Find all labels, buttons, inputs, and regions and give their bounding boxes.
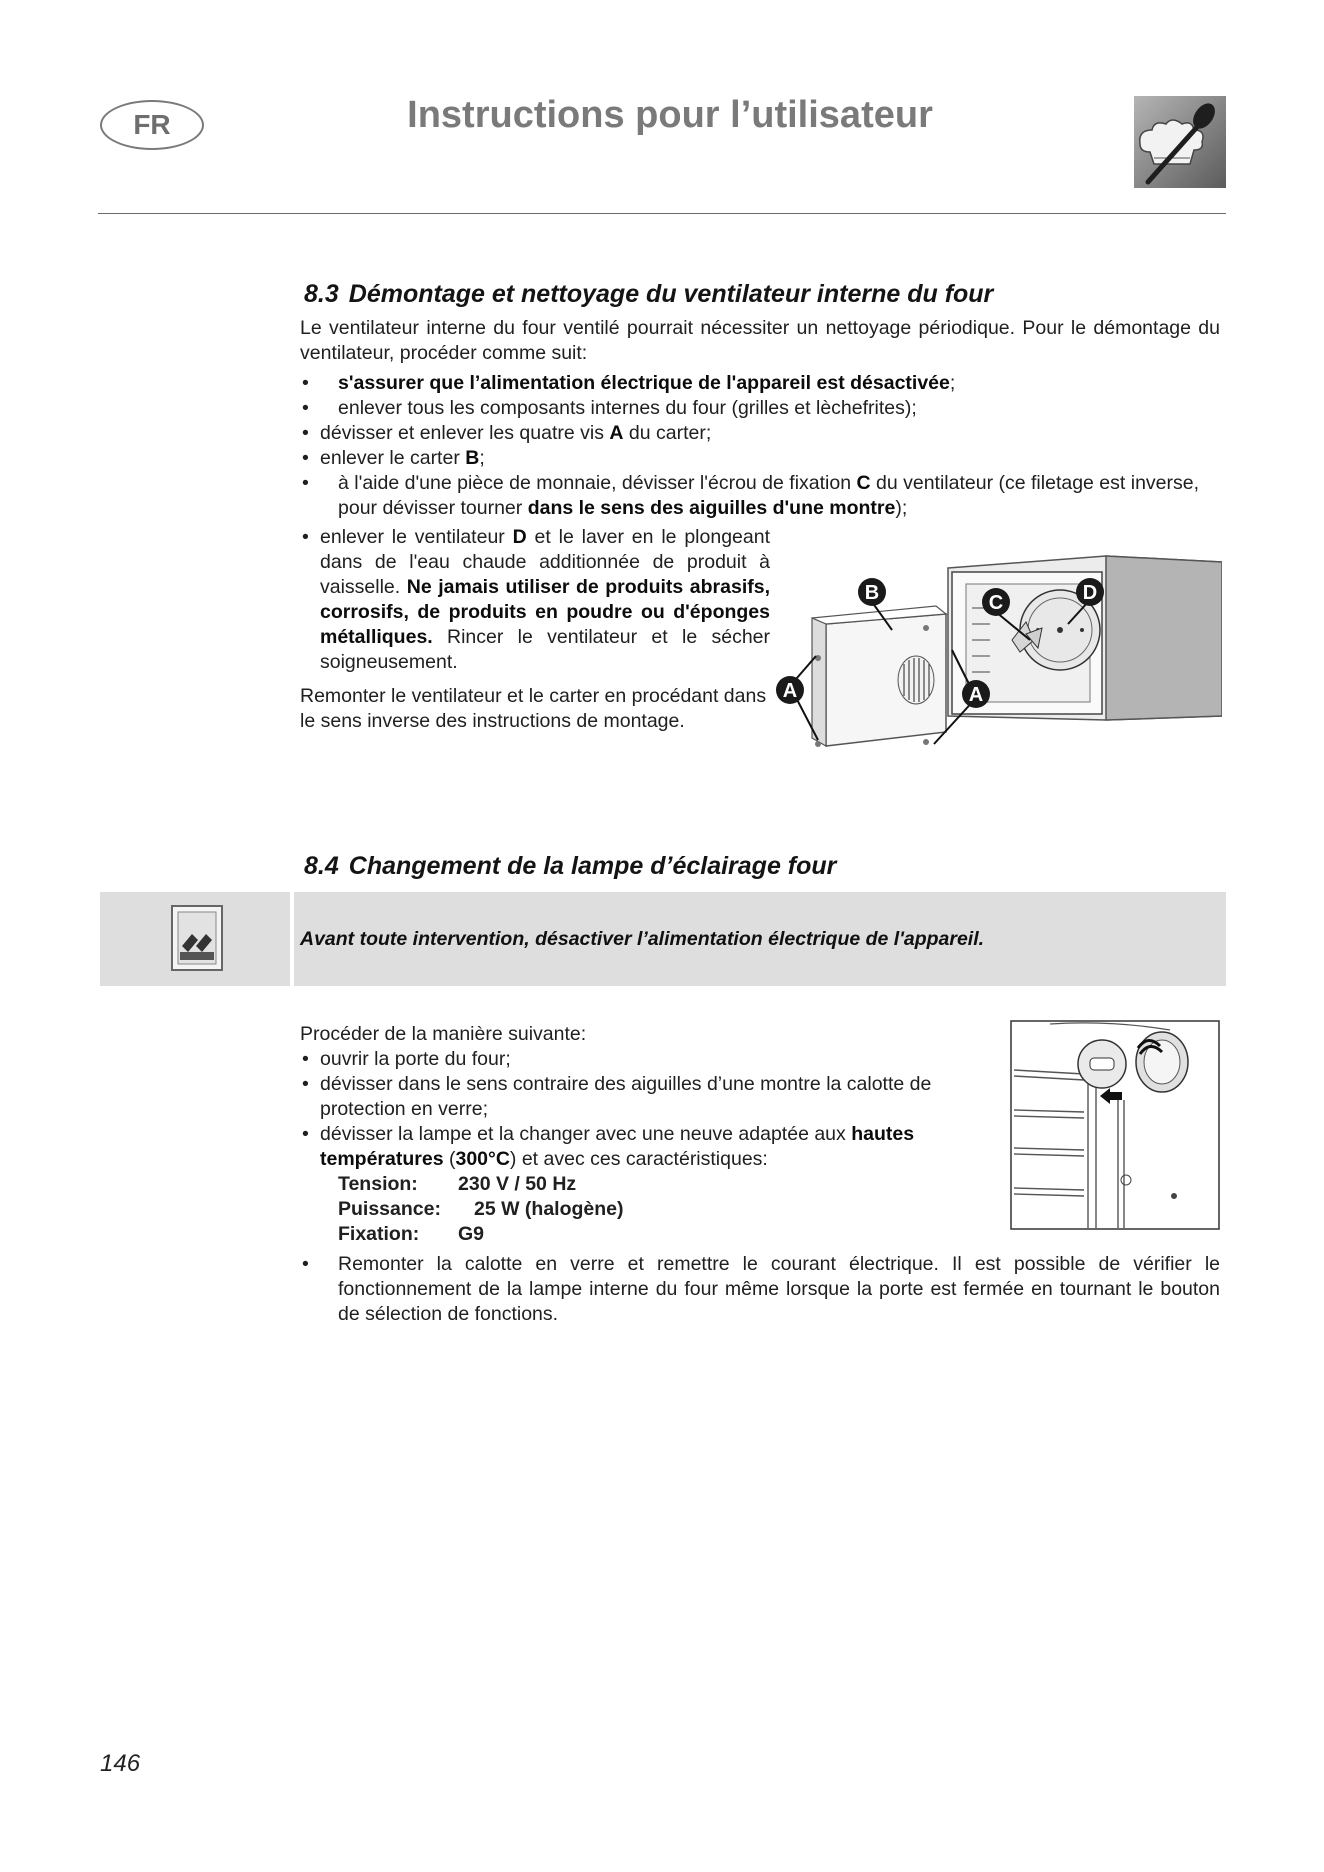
- warning-text: Avant toute intervention, désactiver l’alimentation électrique de l'appareil.: [300, 927, 985, 950]
- section-intro: Le ventilateur interne du four ventilé pourrait nécessiter un nettoyage périodique. Pour le démontage du ventilateur, procéder comme suit:: [300, 317, 1220, 364]
- list-item: • ouvrir la porte du four;: [300, 1047, 1000, 1072]
- language-badge: FR: [100, 100, 204, 150]
- warning-icon-box: [100, 892, 290, 986]
- section-title: [304, 852, 836, 881]
- list-item: • Remonter la calotte en verre et remettre le courant électrique. Il est possible de vérifier le fonctionnement de la lampe interne du four même lorsque la porte est fermée en tournant le bouton de sélection de fonctions.: [300, 1252, 1220, 1327]
- electrical-socket-icon: [162, 900, 232, 978]
- lamp-diagram: [1010, 1020, 1220, 1230]
- diagram-label-text: D: [1082, 582, 1098, 604]
- diagram-label-text: B: [864, 582, 880, 604]
- lamp-steps-list: [300, 1047, 1000, 1247]
- diagram-label-text: A: [782, 680, 798, 702]
- list-item: • dévisser dans le sens contraire des aiguilles d’une montre la calotte de protection en verre;: [300, 1072, 1000, 1122]
- diagram-label-text: C: [988, 592, 1004, 614]
- section-title-text: Changement de la lampe d’éclairage four: [348, 852, 837, 880]
- list-item: • dévisser la lampe et la changer avec une neuve adaptée aux hautes températures (300°C) et avec ces caractéristiques: Tension: 230 V / 50 Hz Puissance: 25 W (halogène) Fixation: G9: [300, 1122, 1000, 1247]
- spec-row: Fixation: G9: [338, 1223, 485, 1245]
- spec-row: Puissance: 25 W (halogène): [338, 1198, 624, 1220]
- page-header-title: Instructions pour l’utilisateur: [407, 94, 933, 136]
- diagram-label-text: A: [968, 684, 984, 706]
- lamp-intro: Procéder de la manière suivante:: [300, 1023, 587, 1045]
- list-item: • à l'aide d'une pièce de monnaie, dévisser l'écrou de fixation C du ventilateur (ce filetage est inverse, pour dévisser tourner dans le sens des aiguilles d'une montre);: [300, 471, 1220, 521]
- section-number: 8.3: [304, 280, 339, 308]
- chef-hat-spoon-icon: [1134, 96, 1226, 188]
- section-title: [304, 280, 993, 309]
- section-number: 8.4: [304, 852, 339, 880]
- list-item: • dévisser et enlever les quatre vis A du carter;: [300, 421, 1220, 446]
- spec-row: Tension: 230 V / 50 Hz: [338, 1173, 577, 1195]
- final-step-list: [300, 1252, 1220, 1327]
- list-item: • enlever tous les composants internes du four (grilles et lèchefrites);: [300, 396, 1220, 421]
- warning-box: [294, 892, 1226, 986]
- fan-diagram: [776, 548, 1222, 758]
- list-item: • s'assurer que l’alimentation électrique de l'appareil est désactivée;: [300, 371, 1220, 396]
- list-item: • enlever le ventilateur D et le laver en le plongeant dans de l'eau chaude additionnée de produit à vaisselle. Ne jamais utiliser de produits abrasifs, corrosifs, de produits en poudre ou d'éponges métalliques. Rincer le ventilateur et le sécher soigneusement.: [300, 525, 770, 675]
- header-divider: [98, 213, 1226, 214]
- lamp-specs: [320, 1172, 1000, 1247]
- section-title-text: Démontage et nettoyage du ventilateur interne du four: [348, 280, 994, 308]
- page-number: 146: [100, 1750, 141, 1777]
- reassemble-note: Remonter le ventilateur et le carter en procédant dans le sens inverse des instructions de montage.: [300, 685, 767, 732]
- list-item: • enlever le carter B;: [300, 446, 1220, 471]
